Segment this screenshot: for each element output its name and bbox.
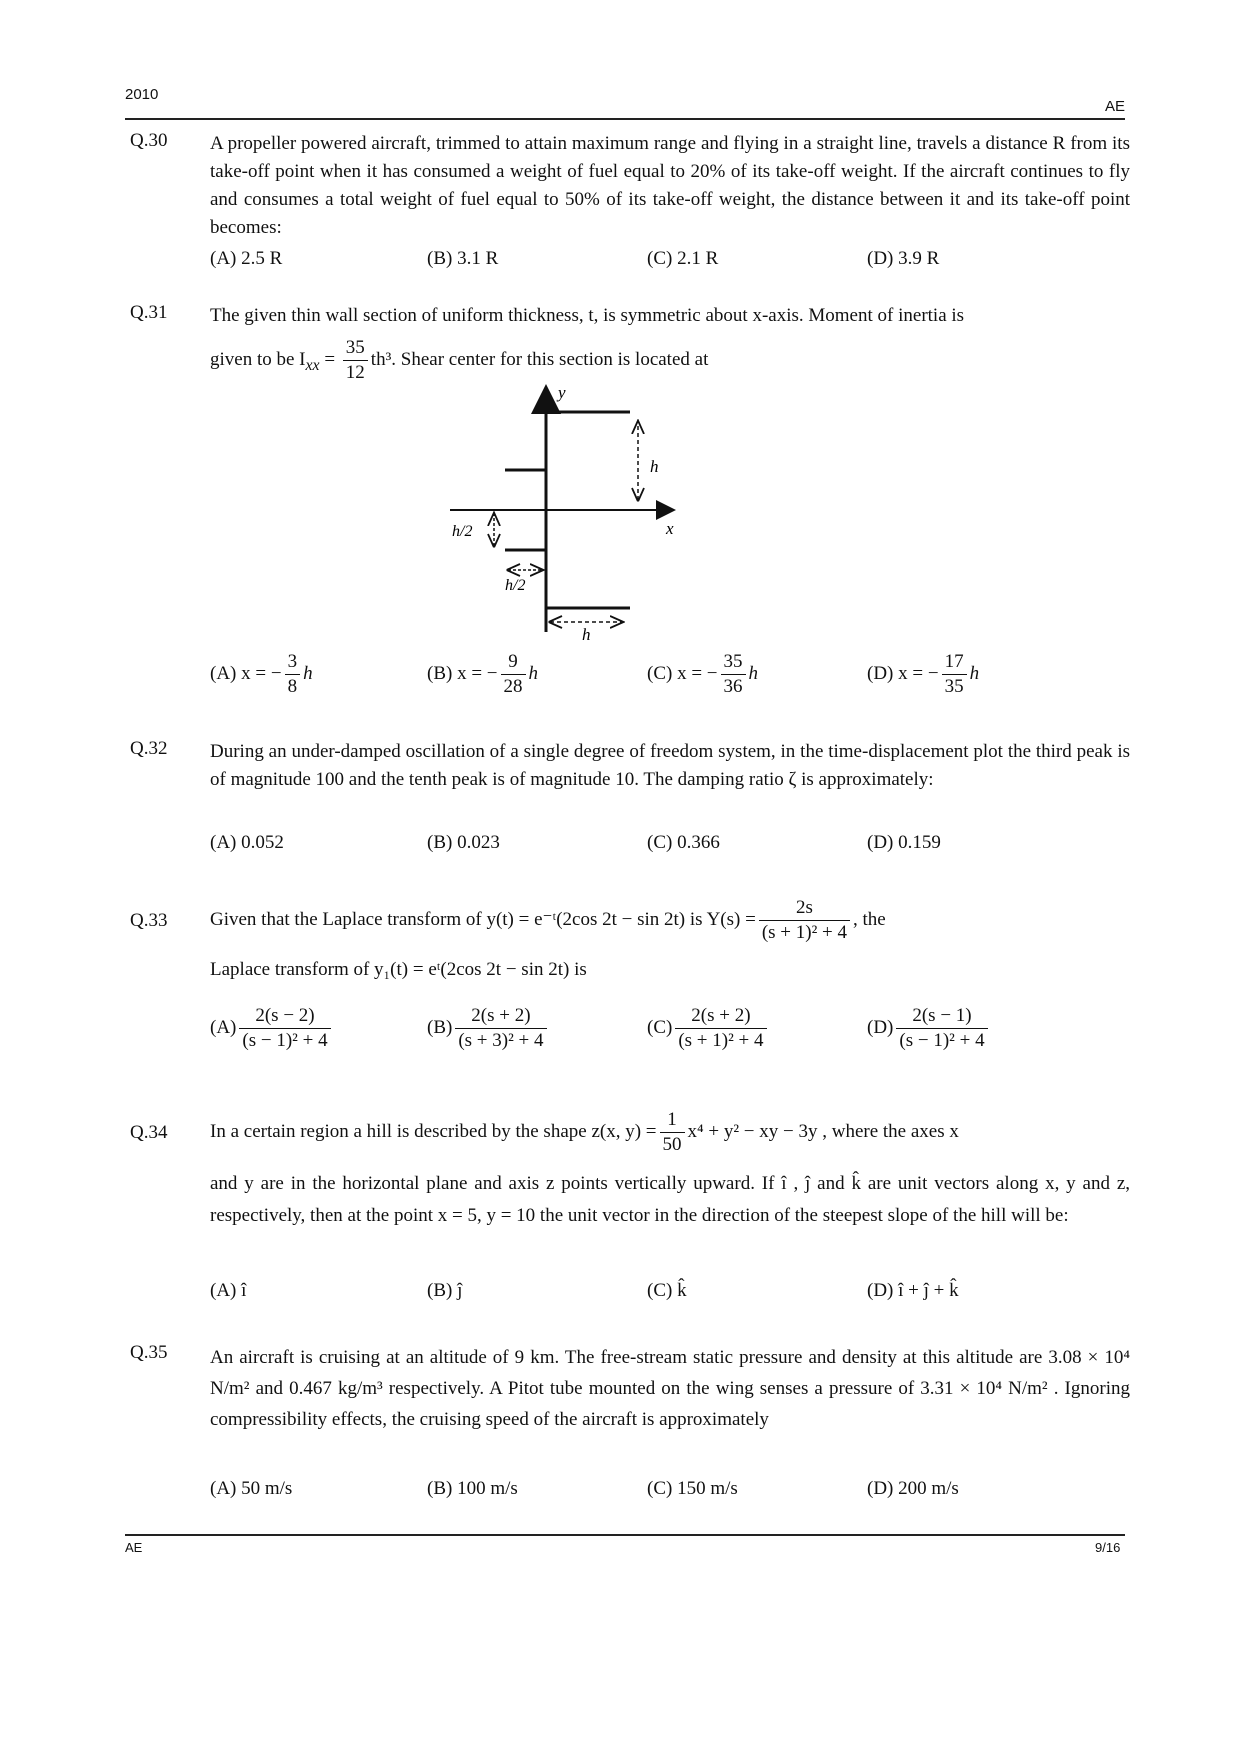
question-number: Q.30 — [130, 130, 168, 151]
h-label: h — [650, 457, 659, 476]
option-c: (C) 0.366 — [647, 832, 720, 853]
fraction-numerator: 35 — [343, 336, 368, 361]
option-d: (D) 3.9 R — [867, 248, 940, 269]
h-bottom-label: h — [582, 625, 591, 642]
footer-code: AE — [125, 1540, 143, 1555]
option-b: (B) 0.023 — [427, 832, 500, 853]
options-row — [210, 832, 1130, 892]
option-b — [427, 650, 538, 699]
option-a-label: (A) — [210, 1016, 237, 1038]
h2-bottom-label: h/2 — [505, 577, 526, 594]
fraction-denominator: 8 — [287, 676, 298, 697]
thin-wall-section-figure — [450, 382, 790, 642]
question-number: Q.31 — [130, 302, 168, 323]
options-row — [210, 650, 1130, 714]
options-row — [210, 248, 1130, 308]
option-b: (B) ĵ — [427, 1280, 463, 1301]
question-text-line2: and y are in the horizontal plane and axis z points vertically upward. If î , ĵ and k̂ are unit vectors along x, y and z, respectively, then at the point x = 5, y = 10 the unit vector in the direction of the steepest slope of the hill will be: — [210, 1173, 1130, 1226]
option-a: (A) 2.5 R — [210, 248, 283, 269]
option-c-fraction — [675, 1004, 766, 1053]
option-a — [210, 1004, 334, 1053]
fraction-numerator: 2(s + 2) — [455, 1004, 546, 1029]
option-a: (A) î — [210, 1280, 247, 1301]
h2-left-label: h/2 — [452, 523, 473, 540]
question-text: During an under-damped oscillation of a single degree of freedom system, in the time-displacement plot the third peak is of magnitude 100 and the tenth peak is of magnitude 10. The damping ratio ζ is approximately: — [210, 741, 1130, 790]
footer-page: 9/16 — [1095, 1540, 1121, 1555]
question-text: An aircraft is cruising at an altitude of 9 km. The free-stream static pressure and density at this altitude are 3.08 × 10⁴ N/m² and 0.467 kg/m³ respectively. A Pitot tube mounted on the wing senses a pressure of 3.31 × 10⁴ N/m² . Ignoring compressibility effects, the cruising speed of the aircraft is approximately — [210, 1347, 1130, 1430]
option-d-fraction — [896, 1004, 987, 1053]
option-a: (A) 50 m/s — [210, 1478, 293, 1499]
fraction-denominator: (s − 1)² + 4 — [242, 1030, 328, 1051]
option-a-fraction — [239, 1004, 330, 1053]
option-b-label: (B) — [427, 1016, 453, 1038]
option-b-suffix: h — [528, 662, 539, 684]
option-a-label: (A) x = − — [210, 662, 282, 684]
options-row — [210, 1478, 1130, 1538]
fraction-numerator: 35 — [721, 650, 746, 675]
text-post: th³. Shear center for this section is located at — [370, 349, 709, 370]
subscript: xx — [305, 356, 320, 374]
fraction-numerator: 2(s − 1) — [896, 1004, 987, 1029]
fraction-denominator: 36 — [723, 676, 743, 697]
option-a: (A) 0.052 — [210, 832, 284, 853]
fraction-numerator: 1 — [660, 1108, 685, 1133]
fraction-denominator: 50 — [662, 1134, 682, 1156]
option-c: (C) k̂ — [647, 1280, 687, 1301]
option-d-label: (D) — [867, 1016, 894, 1038]
inertia-fraction — [343, 336, 368, 385]
laplace-fraction — [759, 896, 850, 945]
header-code: AE — [1105, 98, 1126, 115]
text-a: In a certain region a hill is described by the shape z(x, y) = — [210, 1121, 657, 1142]
text-b: , the — [853, 909, 886, 930]
text-a: Given that the Laplace transform of y(t) = e⁻ᵗ(2cos 2t − sin 2t) is Y(s) = — [210, 909, 756, 930]
question-number: Q.35 — [130, 1342, 168, 1363]
option-c: (C) 150 m/s — [647, 1478, 738, 1499]
option-d-fraction — [942, 650, 967, 699]
footer-rule — [125, 1534, 1125, 1536]
option-c-label: (C) — [647, 1016, 673, 1038]
option-a-fraction — [285, 650, 301, 699]
option-b — [427, 1004, 550, 1053]
fraction-numerator: 17 — [942, 650, 967, 675]
option-b-label: (B) x = − — [427, 662, 498, 684]
fraction-denominator: (s − 1)² + 4 — [899, 1030, 985, 1051]
option-c-label: (C) x = − — [647, 662, 718, 684]
option-a-suffix: h — [303, 662, 313, 684]
question-number: Q.34 — [130, 1122, 168, 1143]
fraction-numerator: 3 — [285, 650, 301, 675]
option-d: (D) 0.159 — [867, 832, 941, 853]
fraction-denominator: 28 — [503, 676, 523, 697]
header-year: 2010 — [125, 86, 159, 103]
options-row — [210, 1280, 1130, 1340]
text-pre: given to be I — [210, 349, 306, 370]
x-label: x — [666, 519, 674, 538]
option-c-suffix: h — [748, 662, 759, 684]
option-b-fraction — [455, 1004, 546, 1053]
question-text-line2: Laplace transform of y₁(t) = eᵗ(2cos 2t − sin 2t) is — [210, 959, 587, 980]
fraction-numerator: 2(s + 2) — [675, 1004, 766, 1029]
fraction-denominator: 12 — [345, 362, 365, 384]
question-number: Q.33 — [130, 910, 168, 931]
y-label: y — [558, 383, 566, 402]
question-text-line1 — [210, 1106, 1130, 1158]
option-d — [867, 650, 979, 699]
option-d-label: (D) x = − — [867, 662, 939, 684]
options-row — [210, 1004, 1130, 1068]
option-b-fraction — [501, 650, 526, 699]
option-b: (B) 100 m/s — [427, 1478, 518, 1499]
question-text: A propeller powered aircraft, trimmed to attain maximum range and flying in a straight line, travels a distance R from its take-off point when it has consumed a weight of fuel equal to 20% of its take-off weight. If the aircraft continues to fly and consumes a total weight of fuel equal to 50% of its take-off weight, the distance between it and its take-off point becomes: — [210, 133, 1130, 238]
fraction-numerator: 2s — [759, 896, 850, 921]
option-c — [647, 650, 758, 699]
header-rule — [125, 118, 1125, 120]
fraction-numerator: 9 — [501, 650, 526, 675]
shape-fraction — [660, 1108, 685, 1157]
option-c: (C) 2.1 R — [647, 248, 719, 269]
option-c-fraction — [721, 650, 746, 699]
option-a — [210, 650, 313, 699]
question-text: The given thin wall section of uniform thickness, t, is symmetric about x-axis. Moment of inertia is — [210, 305, 965, 326]
option-d-suffix: h — [969, 662, 980, 684]
option-d: (D) 200 m/s — [867, 1478, 959, 1499]
fraction-denominator: 35 — [944, 676, 964, 697]
fraction-denominator: (s + 1)² + 4 — [761, 922, 848, 944]
fraction-denominator: (s + 1)² + 4 — [678, 1030, 764, 1051]
text-b: x⁴ + y² − xy − 3y , where the axes x — [687, 1121, 959, 1142]
question-text-line1 — [210, 894, 1130, 946]
option-c — [647, 1004, 770, 1053]
option-b: (B) 3.1 R — [427, 248, 499, 269]
question-number: Q.32 — [130, 738, 168, 759]
option-d — [867, 1004, 991, 1053]
option-d: (D) î + ĵ + k̂ — [867, 1280, 959, 1301]
fraction-denominator: (s + 3)² + 4 — [458, 1030, 544, 1051]
equals: = — [319, 349, 340, 370]
fraction-numerator: 2(s − 2) — [239, 1004, 330, 1029]
